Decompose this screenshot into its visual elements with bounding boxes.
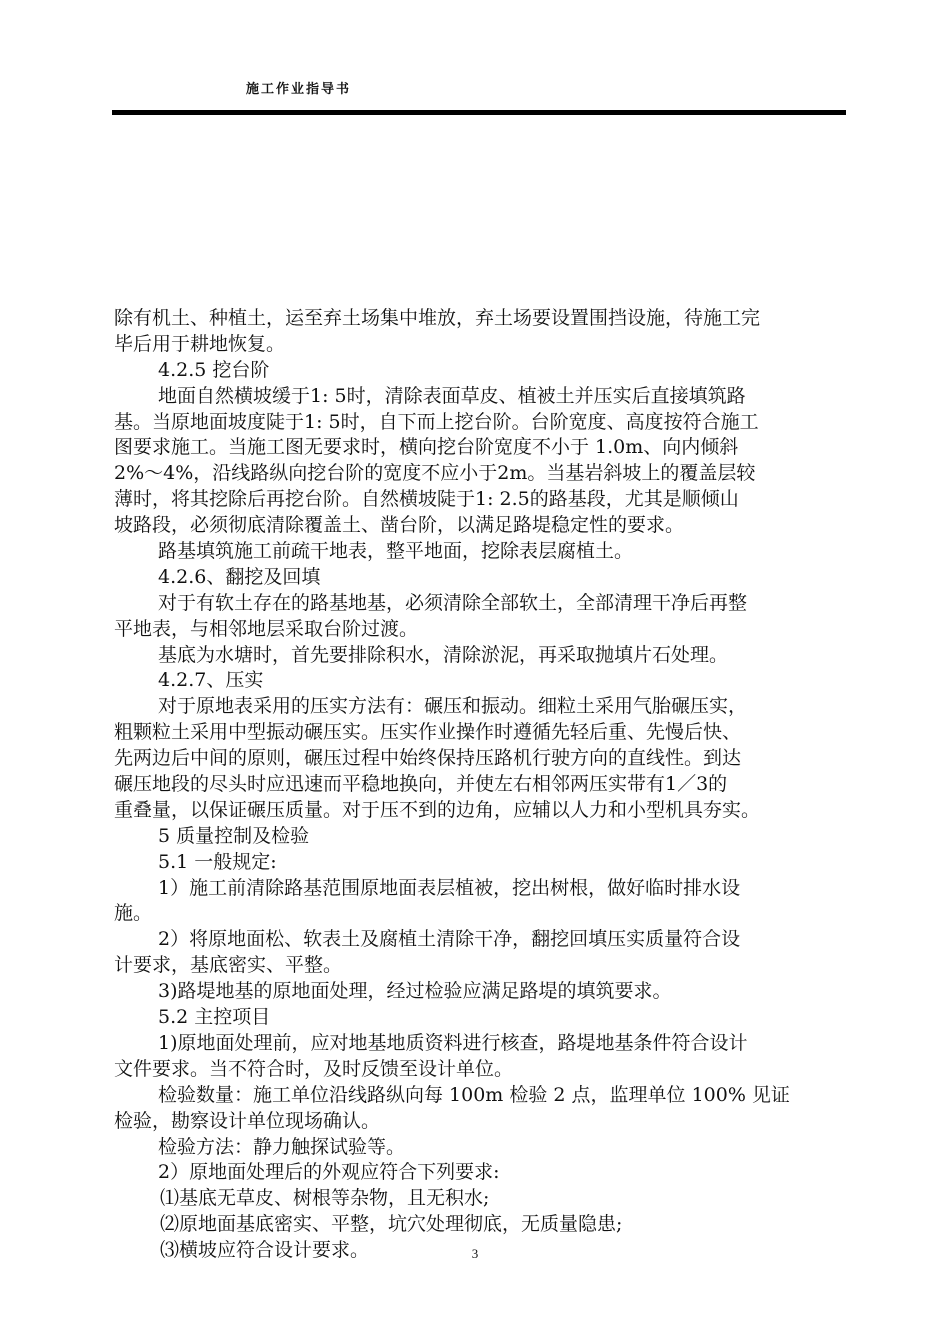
paragraph-line: 粗颗粒土采用中型振动碾压实。压实作业操作时遵循先轻后重、先慢后快、 <box>114 721 742 744</box>
paragraph-line: 坡路段，必须彻底清除覆盖土、凿台阶，以满足路堤稳定性的要求。 <box>114 514 685 537</box>
sub-list-item: ⑵原地面基底密实、平整，坑穴处理彻底，无质量隐患; <box>160 1213 623 1236</box>
section-heading: 4.2.7、压实 <box>158 669 264 692</box>
paragraph-line: 路基填筑施工前疏干地表，整平地面，挖除表层腐植土。 <box>158 540 634 563</box>
section-heading: 5.2 主控项目 <box>158 1006 271 1029</box>
list-item-continuation: 计要求，基底密实、平整。 <box>114 954 343 977</box>
section-heading: 4.2.6、翻挖及回填 <box>158 565 321 588</box>
paragraph-line: 重叠量，以保证碾压质量。对于压不到的边角，应辅以人力和小型机具夯实。 <box>114 798 761 821</box>
paragraph-line: 毕后用于耕地恢复。 <box>114 332 286 355</box>
paragraph-line: 碾压地段的尽头时应迅速而平稳地换向，并使左右相邻两压实带有1／3的 <box>114 773 728 796</box>
section-heading: 5.1 一般规定: <box>158 850 277 873</box>
list-item-continuation: 施。 <box>114 902 153 925</box>
paragraph-line: 除有机土、种植土，运至弃土场集中堆放，弃土场要设置围挡设施，待施工完 <box>114 307 761 329</box>
list-item-continuation: 文件要求。当不符合时，及时反馈至设计单位。 <box>114 1057 514 1080</box>
paragraph-line: 检验数量：施工单位沿线路纵向每 100m 检验 2 点，监理单位 100% 见证 <box>158 1083 790 1106</box>
paragraph-line: 基。当原地面坡度陡于1: 5时，自下而上挖台阶。台阶宽度、高度按符合施工 <box>114 410 759 433</box>
list-item: 1）施工前清除路基范围原地面表层植被，挖出树根，做好临时排水设 <box>158 876 741 899</box>
list-item: 3)路堤地基的原地面处理，经过检验应满足路堤的填筑要求。 <box>158 980 672 1003</box>
paragraph-line: 先两边后中间的原则，碾压过程中始终保持压路机行驶方向的直线性。到达 <box>114 747 742 770</box>
page-number: 3 <box>471 1246 479 1261</box>
section-heading: 4.2.5 挖台阶 <box>158 358 270 381</box>
sub-list-item: ⑴基底无草皮、树根等杂物，且无积水; <box>160 1187 490 1210</box>
header-divider <box>112 110 846 115</box>
paragraph-line: 对于有软土存在的路基地基，必须清除全部软土，全部清理干净后再整 <box>158 591 748 614</box>
paragraph-line: 检验，勘察设计单位现场确认。 <box>114 1109 381 1132</box>
list-item: 2）将原地面松、软表土及腐植土清除干净，翻挖回填压实质量符合设 <box>158 928 741 951</box>
list-item: 1)原地面处理前，应对地基地质资料进行核查，路堤地基条件符合设计 <box>158 1031 748 1054</box>
header-title: 施工作业指导书 <box>246 82 352 97</box>
paragraph-line: 2%～4%，沿线路纵向挖台阶的宽度不应小于2m。当基岩斜坡上的覆盖层较 <box>114 462 756 485</box>
paragraph-line: 基底为水塘时，首先要排除积水，清除淤泥，再采取抛填片石处理。 <box>158 643 729 666</box>
paragraph-line: 地面自然横坡缓于1: 5时，清除表面草皮、植被土并压实后直接填筑路 <box>158 384 746 407</box>
document-body <box>114 306 842 1264</box>
paragraph-line: 平地表，与相邻地层采取台阶过渡。 <box>114 617 419 640</box>
sub-list-item: ⑶横坡应符合设计要求。 <box>160 1239 370 1262</box>
paragraph-line: 对于原地表采用的压实方法有：碾压和振动。细粒土采用气胎碾压实， <box>158 695 748 718</box>
paragraph-line: 检验方法：静力触探试验等。 <box>158 1135 406 1158</box>
paragraph-line: 图要求施工。当施工图无要求时，横向挖台阶宽度不小于 1.0m、向内倾斜 <box>114 436 739 459</box>
list-item: 2）原地面处理后的外观应符合下列要求: <box>158 1161 500 1184</box>
paragraph-line: 薄时，将其挖除后再挖台阶。自然横坡陡于1: 2.5的路基段，尤其是顺倾山 <box>114 488 739 511</box>
section-heading: 5 质量控制及检验 <box>158 824 310 847</box>
